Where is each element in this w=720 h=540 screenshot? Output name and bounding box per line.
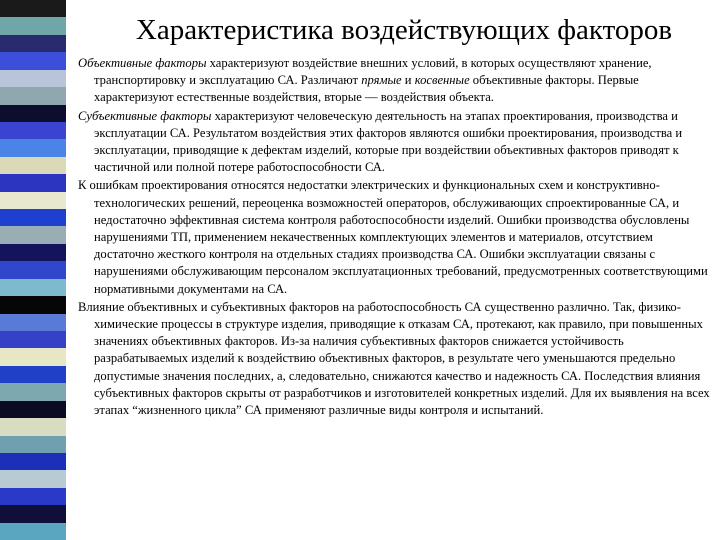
paragraph-text: характеризуют человеческую деятельность на этапах проектирования, производства и эксплуатации СА. Результатом воздействия этих факторов являются ошибки проектирования, производства и эксплуатации, приводящие к дефектам изделий, которые при воздействии объективных факторов приводят к частичной или полной потере работоспособности СА. bbox=[94, 108, 683, 175]
paragraph-text: и bbox=[401, 73, 415, 88]
stripe-segment bbox=[0, 366, 66, 383]
italic-term: прямые bbox=[361, 73, 402, 88]
stripe-segment bbox=[0, 139, 66, 156]
stripe-segment bbox=[0, 331, 66, 348]
stripe-segment bbox=[0, 314, 66, 331]
stripe-segment bbox=[0, 244, 66, 261]
stripe-segment bbox=[0, 122, 66, 139]
stripe-segment bbox=[0, 279, 66, 296]
stripe-segment bbox=[0, 401, 66, 418]
stripe-segment bbox=[0, 70, 66, 87]
stripe-segment bbox=[0, 174, 66, 191]
stripe-segment bbox=[0, 17, 66, 34]
stripe-segment bbox=[0, 226, 66, 243]
stripe-segment bbox=[0, 261, 66, 278]
stripe-segment bbox=[0, 87, 66, 104]
decorative-color-stripe bbox=[0, 0, 66, 540]
italic-term: косвенные bbox=[414, 73, 470, 88]
body-paragraph bbox=[78, 55, 716, 107]
paragraph-text: Влияние объективных и субъективных факторов на работоспособность СА существенно различно. Так, физико-химические процессы в структуре изделия, приводящие к отказам СА, протекают, как правило, при повышенных значениях объективных факторов. Из-за наличия субъективных факторов снижается устойчивость разрабатываемых изделий к воздействию объективных факторов, в результате чего уменьшаются предельно допустимые значения последних, а, следовательно, снижаются качество и надежность СА. Последствия влияния субъективных факторов скрыты от разработчиков и изготовителей конкретных изделий. Для их выявления на всех этапах “жизненного цикла” СА применяют различные виды контроля и испытаний. bbox=[78, 299, 710, 418]
body-paragraph bbox=[78, 108, 716, 177]
paragraph-text: К ошибкам проектирования относятся недостатки электрических и функциональных схем и конструктивно-технологических решений, переоценка возможностей операторов, обслуживающих спроектированные СА, и недостаточно эффективная система контроля работоспособности изделий. Ошибки производства обусловлены нарушениями ТП, применением некачественных комплектующих элементов и материалов, отсутствием достаточно жесткого контроля на отдельных стадиях производства СА. Ошибки эксплуатации связаны с нарушениями обслуживающим персоналом эксплуатационных требований, предусмотренных соответствующими нормативными документами на СА. bbox=[78, 178, 708, 296]
body-paragraph bbox=[78, 177, 716, 297]
stripe-segment bbox=[0, 436, 66, 453]
slide-body bbox=[78, 55, 716, 420]
stripe-segment bbox=[0, 488, 66, 505]
stripe-segment bbox=[0, 523, 66, 540]
slide-title: Характеристика воздействующих факторов bbox=[135, 14, 673, 46]
stripe-segment bbox=[0, 52, 66, 69]
stripe-segment bbox=[0, 192, 66, 209]
paragraph-text: объективные факторы. Первые характеризуют естественные воздействия, вторые — воздействия объекта. bbox=[94, 73, 639, 105]
stripe-segment bbox=[0, 0, 66, 17]
stripe-segment bbox=[0, 383, 66, 400]
stripe-segment bbox=[0, 348, 66, 365]
stripe-segment bbox=[0, 505, 66, 522]
paragraph-text: характеризуют воздействие внешних условий, в которых осуществляют хранение, транспортировку и эксплуатацию СА. Различают bbox=[94, 56, 652, 88]
stripe-segment bbox=[0, 209, 66, 226]
italic-term: Объективные факторы bbox=[78, 56, 207, 70]
stripe-segment bbox=[0, 157, 66, 174]
stripe-segment bbox=[0, 105, 66, 122]
stripe-segment bbox=[0, 418, 66, 435]
stripe-segment bbox=[0, 296, 66, 313]
stripe-segment bbox=[0, 453, 66, 470]
body-paragraph bbox=[78, 299, 716, 419]
stripe-segment bbox=[0, 35, 66, 52]
stripe-segment bbox=[0, 470, 66, 487]
italic-term: Субъективные факторы bbox=[78, 108, 212, 123]
